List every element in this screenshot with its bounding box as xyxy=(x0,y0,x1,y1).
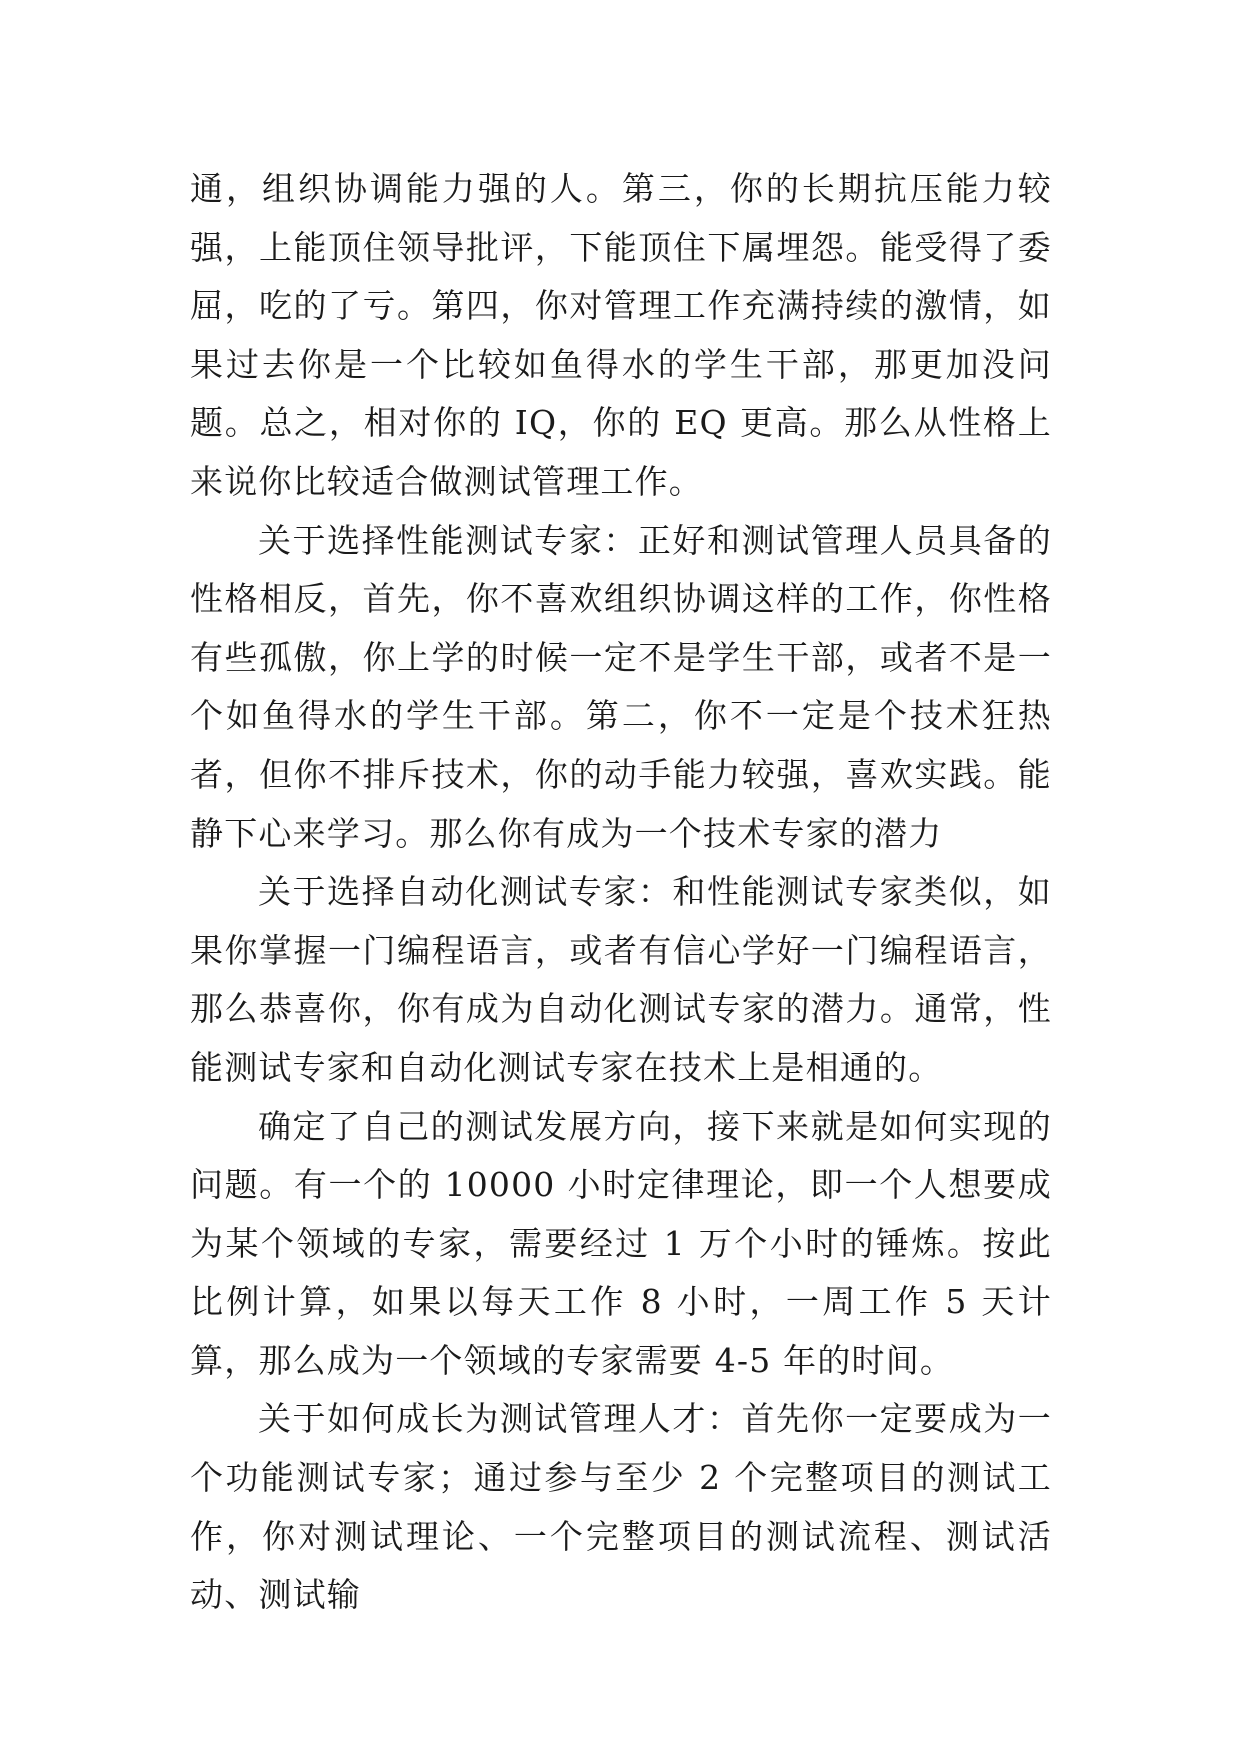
paragraph-automation-testing-expert: 关于选择自动化测试专家：和性能测试专家类似，如果你掌握一门编程语言，或者有信心学好一门编程语言，那么恭喜你，你有成为自动化测试专家的潜力。通常，性能测试专家和自动化测试专家在技术上是相通的。 xyxy=(190,872,1052,1087)
paragraph-10000-hour-rule: 确定了自己的测试发展方向，接下来就是如何实现的问题。有一个的 10000 小时定律理论，即一个人想要成为某个领域的专家，需要经过 1 万个小时的锤炼。按此比例计算，如果以每天工作 8 小时，一周工作 5 天计算，那么成为一个领域的专家需要 4-5 年的时间。 xyxy=(190,1106,1052,1380)
document-body xyxy=(190,160,1052,1625)
paragraph-personality-traits: 通，组织协调能力强的人。第三，你的长期抗压能力较强，上能顶住领导批评，下能顶住下属埋怨。能受得了委屈，吃的了亏。第四，你对管理工作充满持续的激情，如果过去你是一个比较如鱼得水的学生干部，那更加没问题。总之，相对你的 IQ，你的 EQ 更高。那么从性格上来说你比较适合做测试管理工作。 xyxy=(190,169,1052,501)
paragraph-performance-testing-expert: 关于选择性能测试专家：正好和测试管理人员具备的性格相反，首先，你不喜欢组织协调这样的工作，你性格有些孤傲，你上学的时候一定不是学生干部，或者不是一个如鱼得水的学生干部。第二，你不一定是个技术狂热者，但你不排斥技术，你的动手能力较强，喜欢实践。能静下心来学习。那么你有成为一个技术专家的潜力 xyxy=(190,520,1052,853)
paragraph-test-management-growth: 关于如何成长为测试管理人才：首先你一定要成为一个功能测试专家；通过参与至少 2 个完整项目的测试工作，你对测试理论、一个完整项目的测试流程、测试活动、测试输 xyxy=(190,1399,1052,1615)
